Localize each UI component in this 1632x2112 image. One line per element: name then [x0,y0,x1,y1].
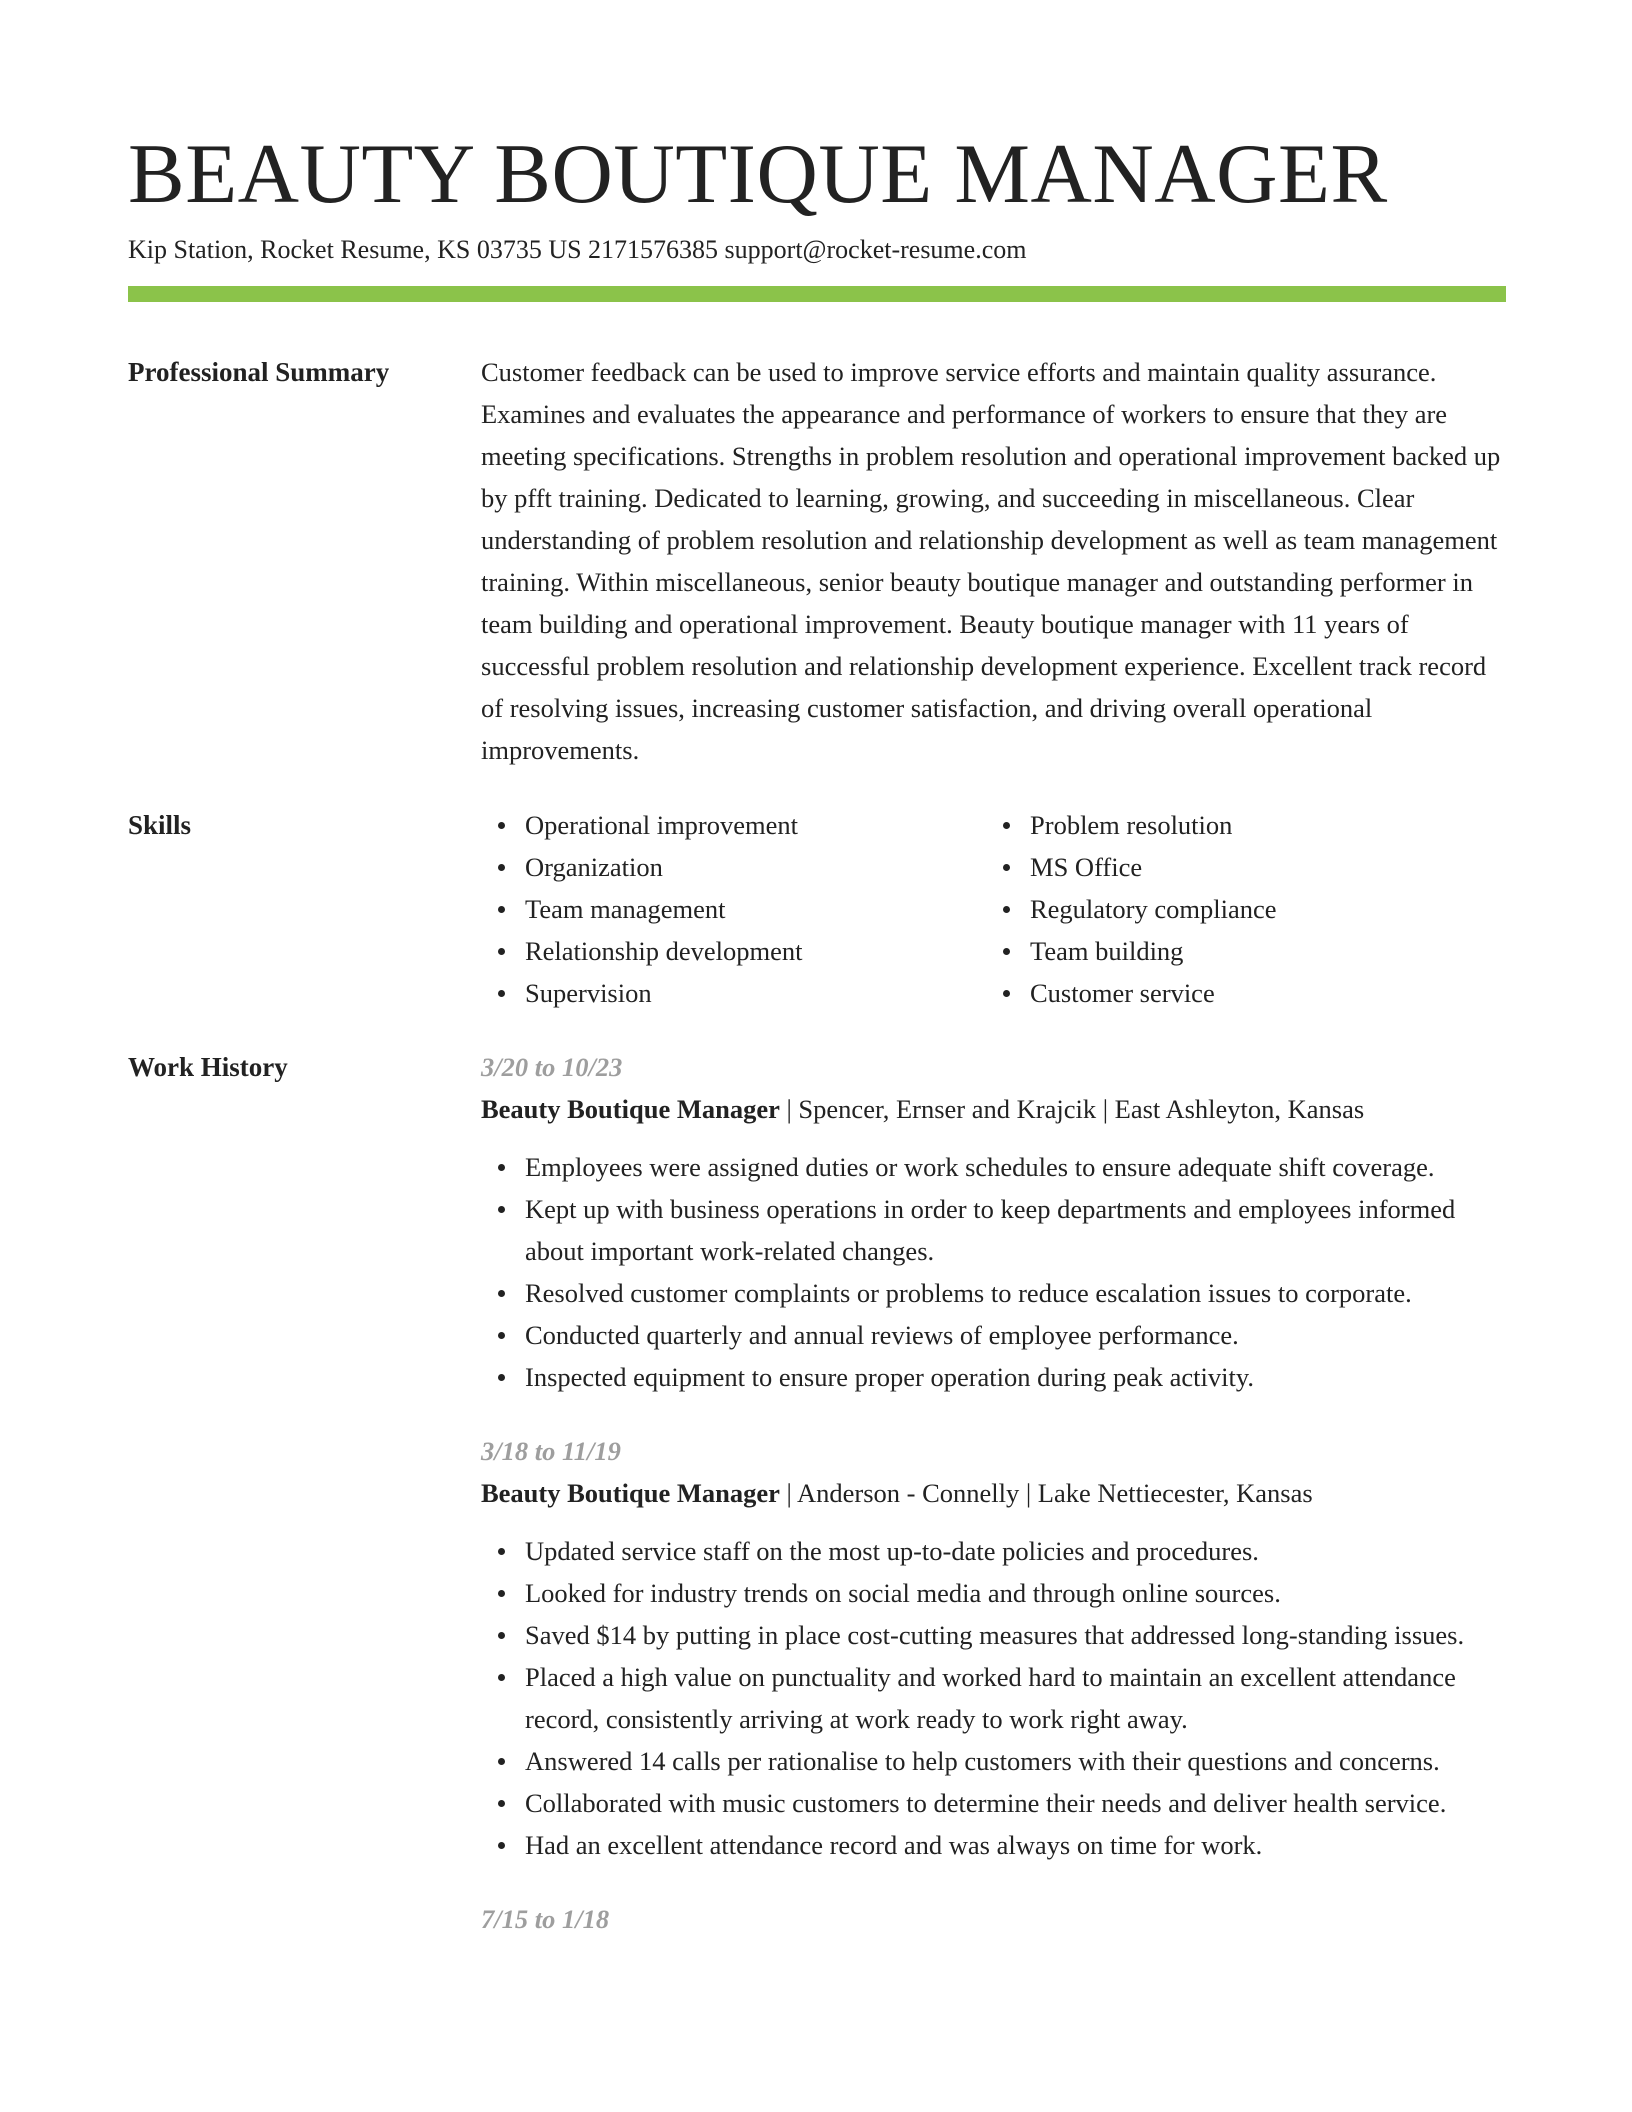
job-entry [481,1430,1507,1866]
resume-name: BEAUTY BOUTIQUE MANAGER [128,127,1388,221]
job-dates: 3/20 to 10/23 [481,1052,623,1082]
skills-list-right [986,804,1491,1014]
job-details: | Spencer, Ernser and Krajcik | East Ashleyton, Kansas [779,1094,1365,1124]
skill-item: Operational improvement [525,804,986,846]
job-duty: Collaborated with music customers to determine their needs and deliver health service. [525,1782,1507,1824]
job-duty: Had an excellent attendance record and was always on time for work. [525,1824,1507,1866]
job-duty: Inspected equipment to ensure proper operation during peak activity. [525,1356,1507,1398]
job-duty: Resolved customer complaints or problems to reduce escalation issues to corporate. [525,1272,1507,1314]
job-duty: Looked for industry trends on social media and through online sources. [525,1572,1507,1614]
job-heading [481,1088,1507,1130]
summary-text: Customer feedback can be used to improve service efforts and maintain quality assurance. Examines and evaluates the appearance and performance of workers to ensure that they are meeting specifications. Strengths in problem resolution and operational improvement backed up by pfft training. Dedicated to learning, growing, and succeeding in miscellaneous. Clear understanding of problem resolution and relationship development as well as team management training. Within miscellaneous, senior beauty boutique manager and outstanding performer in team building and operational improvement. Beauty boutique manager with 11 years of successful problem resolution and relationship development experience. Excellent track record of resolving issues, increasing customer satisfaction, and driving overall operational improvements. [481,357,1501,765]
job-dates: 3/18 to 11/19 [481,1436,621,1466]
job-duty: Placed a high value on punctuality and worked hard to maintain an excellent attendance record, consistently arriving at work ready to work right away. [525,1656,1507,1740]
job-duty: Kept up with business operations in order to keep departments and employees informed about important work-related changes. [525,1188,1507,1272]
skill-item: MS Office [1030,846,1491,888]
skill-item: Supervision [525,972,986,1014]
job-entry [481,1046,1507,1398]
job-title: Beauty Boutique Manager [481,1094,780,1124]
skill-item: Relationship development [525,930,986,972]
skills-list-left [481,804,986,1014]
job-duty: Answered 14 calls per rationalise to help customers with their questions and concerns. [525,1740,1507,1782]
job-duties [481,1530,1507,1866]
skills-section [481,804,1507,1014]
summary-heading: Professional Summary [128,357,390,387]
skills-heading: Skills [128,810,192,840]
work-history-heading: Work History [128,1052,288,1082]
job-duty: Updated service staff on the most up-to-date policies and procedures. [525,1530,1507,1572]
job-heading [481,1472,1507,1514]
job-duty: Conducted quarterly and annual reviews of employee performance. [525,1314,1507,1356]
job-dates: 7/15 to 1/18 [481,1904,610,1934]
skill-item: Team management [525,888,986,930]
header-divider [128,286,1506,302]
work-history-section [481,1046,1507,1972]
job-entry [481,1898,1507,1940]
job-duty: Saved $14 by putting in place cost-cutting measures that addressed long-standing issues. [525,1614,1507,1656]
job-title: Beauty Boutique Manager [481,1478,780,1508]
skill-item: Problem resolution [1030,804,1491,846]
job-details: | Anderson - Connelly | Lake Nettiecester, Kansas [779,1478,1313,1508]
job-duties [481,1146,1507,1398]
summary-section [481,351,1507,771]
skill-item: Organization [525,846,986,888]
skill-item: Regulatory compliance [1030,888,1491,930]
skill-item: Customer service [1030,972,1491,1014]
contact-line: Kip Station, Rocket Resume, KS 03735 US 2171576385 support@rocket-resume.com [128,235,1027,264]
job-duty: Employees were assigned duties or work schedules to ensure adequate shift coverage. [525,1146,1507,1188]
skill-item: Team building [1030,930,1491,972]
